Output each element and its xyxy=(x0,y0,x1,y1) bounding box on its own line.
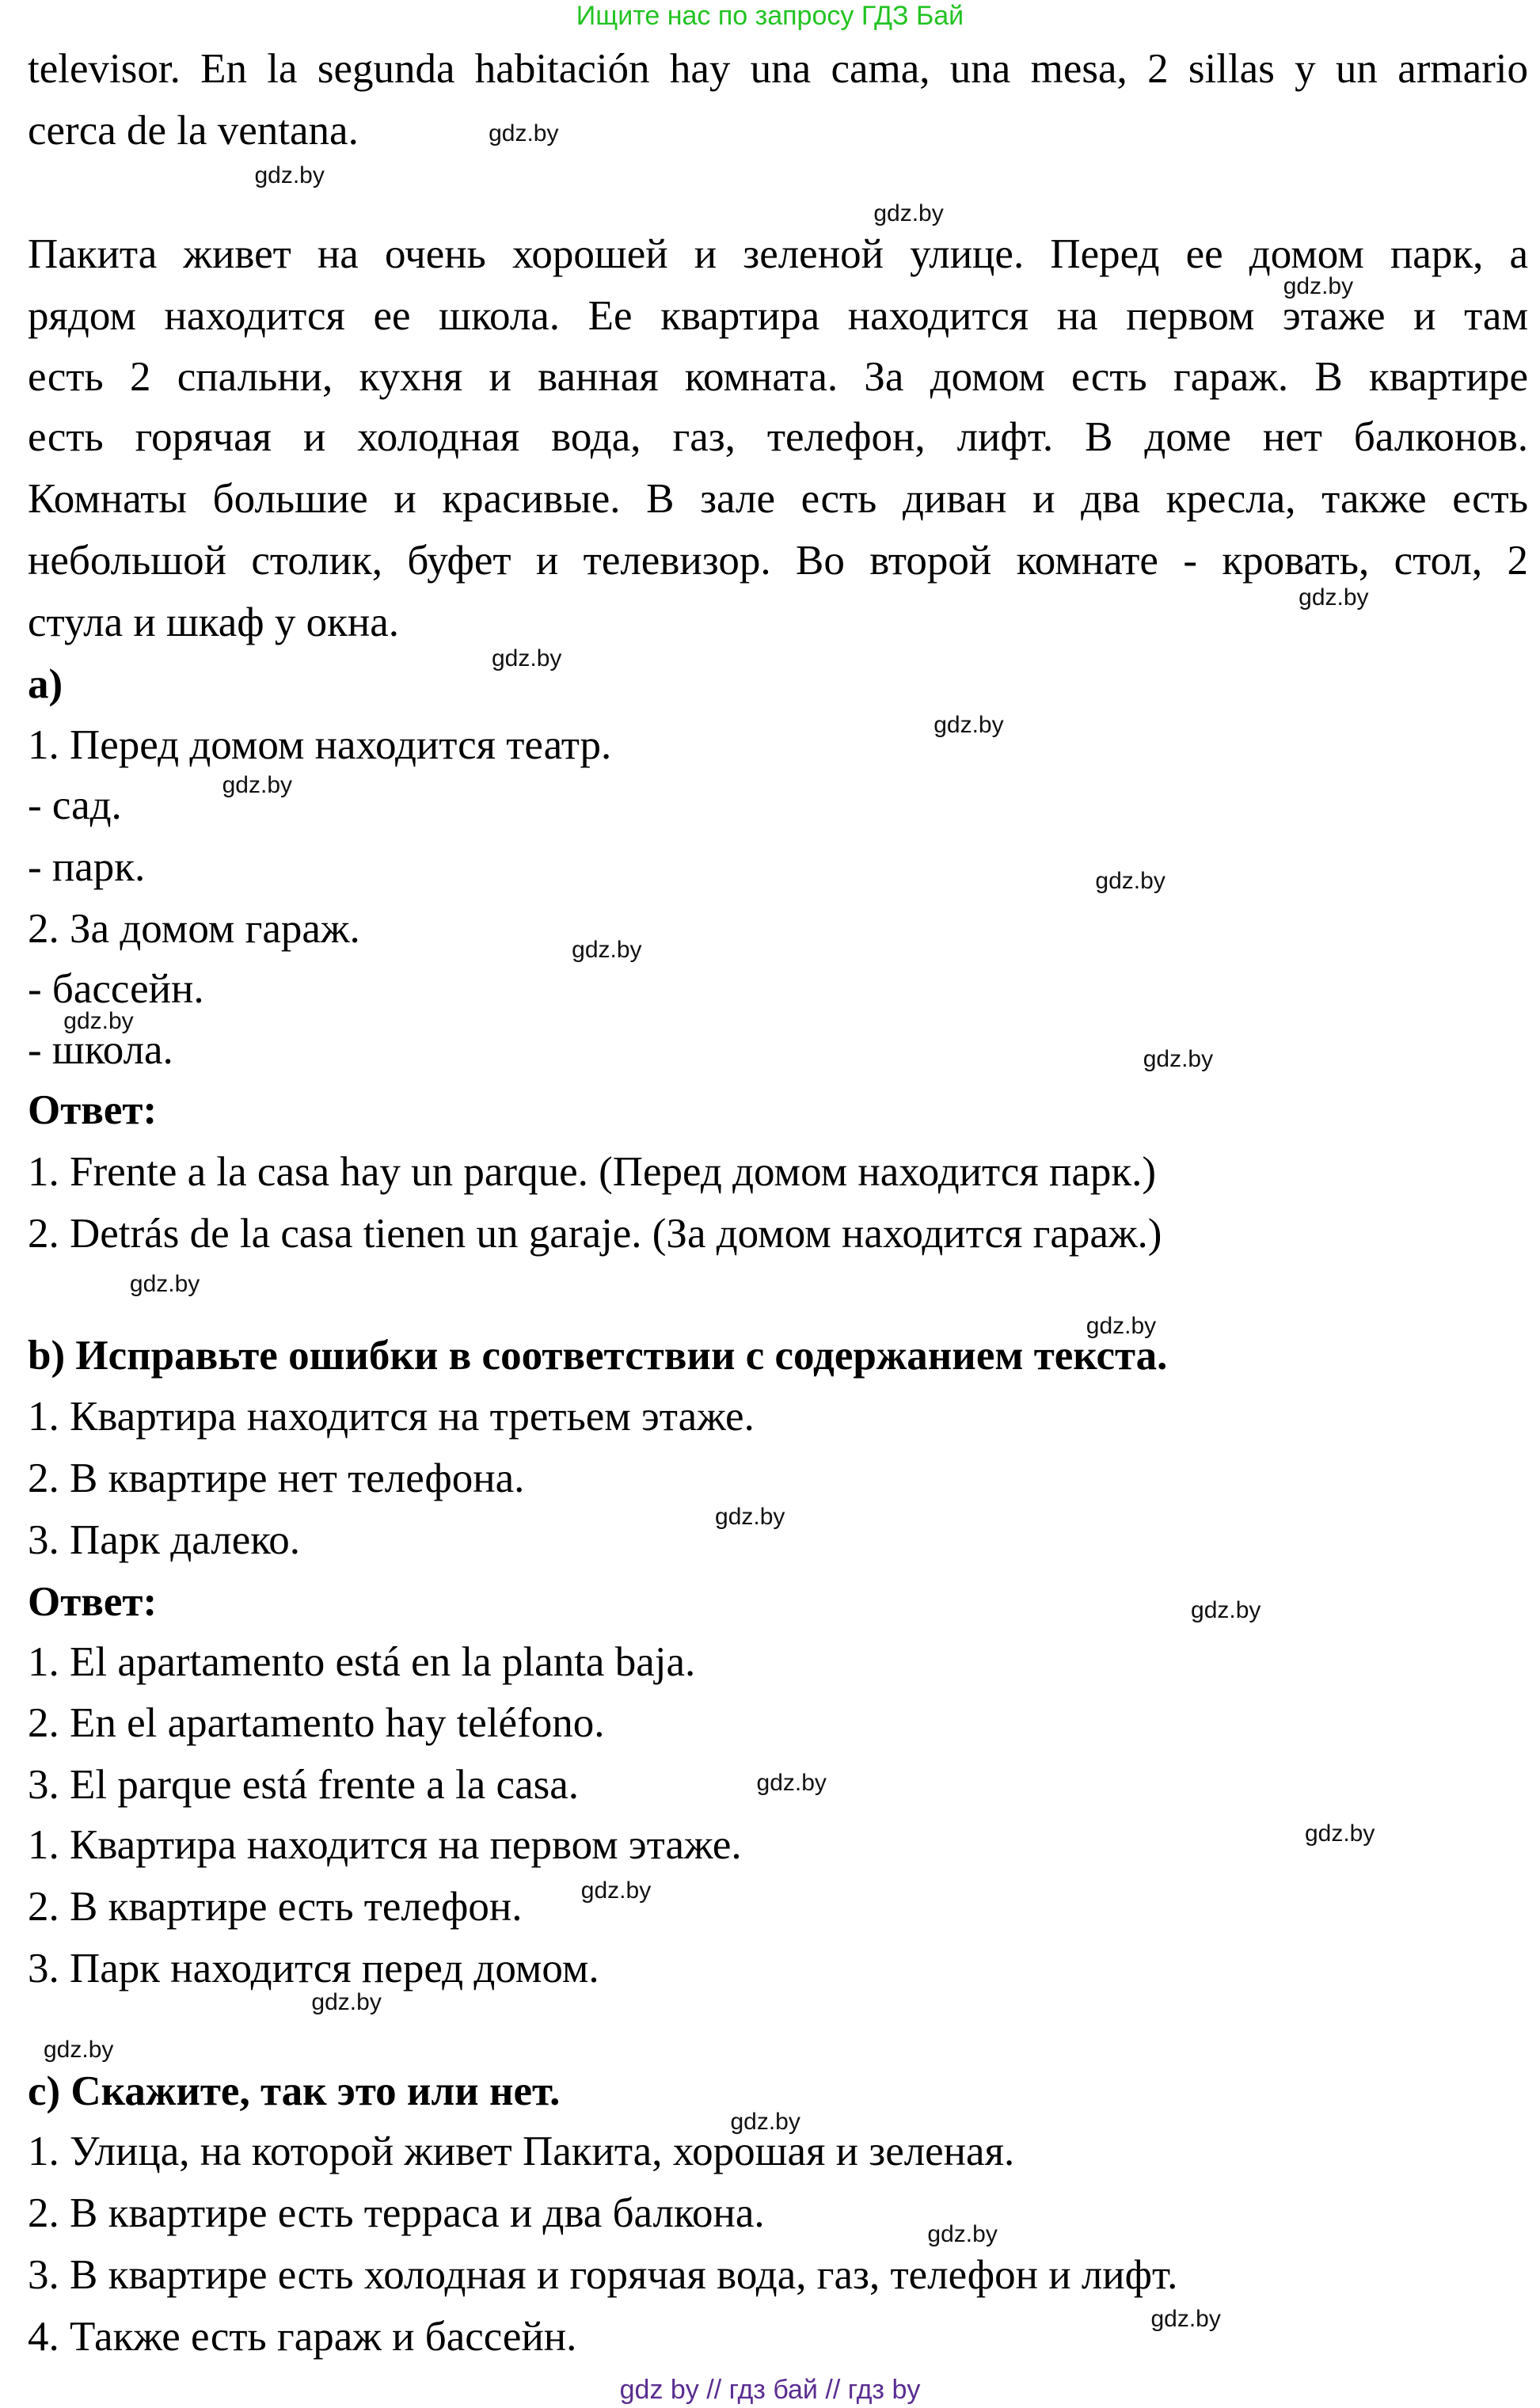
watermark: gdz.by xyxy=(1150,2306,1221,2333)
watermark: gdz.by xyxy=(129,1271,200,1298)
text-line: Комнаты большие и красивые. В зале есть диван и два кресла, также есть xyxy=(28,476,1528,523)
text-line: 1. Улица, на которой живет Пакита, хорошая и зеленая. xyxy=(28,2128,1015,2175)
text-line: 2. En el apartamento hay teléfono. xyxy=(28,1700,605,1747)
text-line: 1. El apartamento está en la planta baja. xyxy=(28,1638,696,1685)
watermark: gdz.by xyxy=(254,162,325,188)
text-line: 2. Detrás de la casa tienen un garaje. (За домом находится гараж.) xyxy=(28,1210,1162,1257)
text-line: 2. В квартире нет телефона. xyxy=(28,1455,525,1502)
text-line: 1. Квартира находится на первом этаже. xyxy=(28,1822,742,1869)
text-line: небольшой столик, буфет и телевизор. Во второй комнате - кровать, стол, 2 xyxy=(28,537,1528,584)
watermark: gdz.by xyxy=(934,712,1004,739)
section-heading: b) Исправьте ошибки в соответствии с содержанием текста. xyxy=(28,1332,1168,1379)
text-line: cerca de la ventana. xyxy=(28,108,359,154)
watermark: gdz.by xyxy=(1143,1046,1214,1073)
watermark: gdz.by xyxy=(715,1503,785,1530)
watermark: gdz.by xyxy=(927,2221,998,2248)
watermark: gdz.by xyxy=(1095,867,1165,894)
text-line: стула и шкаф у окна. xyxy=(28,599,400,645)
watermark: gdz.by xyxy=(489,120,559,147)
text-line: 2. В квартире есть терраса и два балкона. xyxy=(28,2189,765,2236)
watermark: gdz.by xyxy=(311,1988,382,2015)
watermark: gdz.by xyxy=(580,1877,652,1904)
text-line: televisor. En la segunda habitación hay una cama, una mesa, 2 sillas y un armario xyxy=(28,46,1528,93)
text-line: 2. За домом гараж. xyxy=(28,905,360,952)
watermark: gdz.by xyxy=(756,1770,827,1797)
section-heading: c) Скажите, так это или нет. xyxy=(28,2068,561,2115)
watermark: gdz.by xyxy=(1299,584,1369,611)
text-line: рядом находится ее школа. Ее квартира находится на первом этаже и там xyxy=(28,292,1528,339)
section-heading: Ответ: xyxy=(28,1578,158,1625)
watermark: gdz.by xyxy=(222,771,293,798)
text-line: 1. Frente a la casa hay un parque. (Перед домом находится парк.) xyxy=(28,1149,1157,1196)
section-heading: Ответ: xyxy=(28,1087,158,1134)
text-line: 4. Также есть гараж и бассейн. xyxy=(28,2313,577,2360)
site-footer-links[interactable]: gdz by // гдз бай // гдз by xyxy=(619,2375,921,2405)
text-line: 3. Парк находится перед домом. xyxy=(28,1945,599,1991)
watermark: gdz.by xyxy=(1304,1820,1375,1847)
watermark: gdz.by xyxy=(63,1007,134,1034)
text-line: 2. В квартире есть телефон. xyxy=(28,1883,523,1930)
text-line: 3. В квартире есть холодная и горячая вода, газ, телефон и лифт. xyxy=(28,2251,1178,2298)
watermark: gdz.by xyxy=(572,937,642,964)
watermark: gdz.by xyxy=(1086,1312,1157,1339)
text-line: 3. Парк далеко. xyxy=(28,1516,301,1563)
watermark: gdz.by xyxy=(491,645,562,672)
section-heading: a) xyxy=(28,660,63,707)
text-line: - бассейн. xyxy=(28,965,204,1012)
text-line: - парк. xyxy=(28,843,146,890)
text-line: - сад. xyxy=(28,782,122,829)
text-line: есть 2 спальни, кухня и ванная комната. За домом есть гараж. В квартире xyxy=(28,354,1528,401)
text-line: есть горячая и холодная вода, газ, телефон, лифт. В доме нет балконов. xyxy=(28,414,1528,461)
text-line: 1. Квартира находится на третьем этаже. xyxy=(28,1394,755,1440)
watermark: gdz.by xyxy=(43,2036,114,2063)
watermark: gdz.by xyxy=(1191,1597,1261,1624)
search-hint-banner: Ищите нас по запросу ГДЗ Бай xyxy=(576,1,964,31)
text-line: 1. Перед домом находится театр. xyxy=(28,722,612,769)
watermark: gdz.by xyxy=(1283,272,1354,299)
text-line: - школа. xyxy=(28,1027,173,1074)
text-line: Пакита живет на очень хорошей и зеленой улице. Перед ее домом парк, а xyxy=(28,230,1528,277)
watermark: gdz.by xyxy=(873,200,944,227)
text-line: 3. El parque está frente a la casa. xyxy=(28,1762,579,1809)
watermark: gdz.by xyxy=(730,2109,800,2136)
